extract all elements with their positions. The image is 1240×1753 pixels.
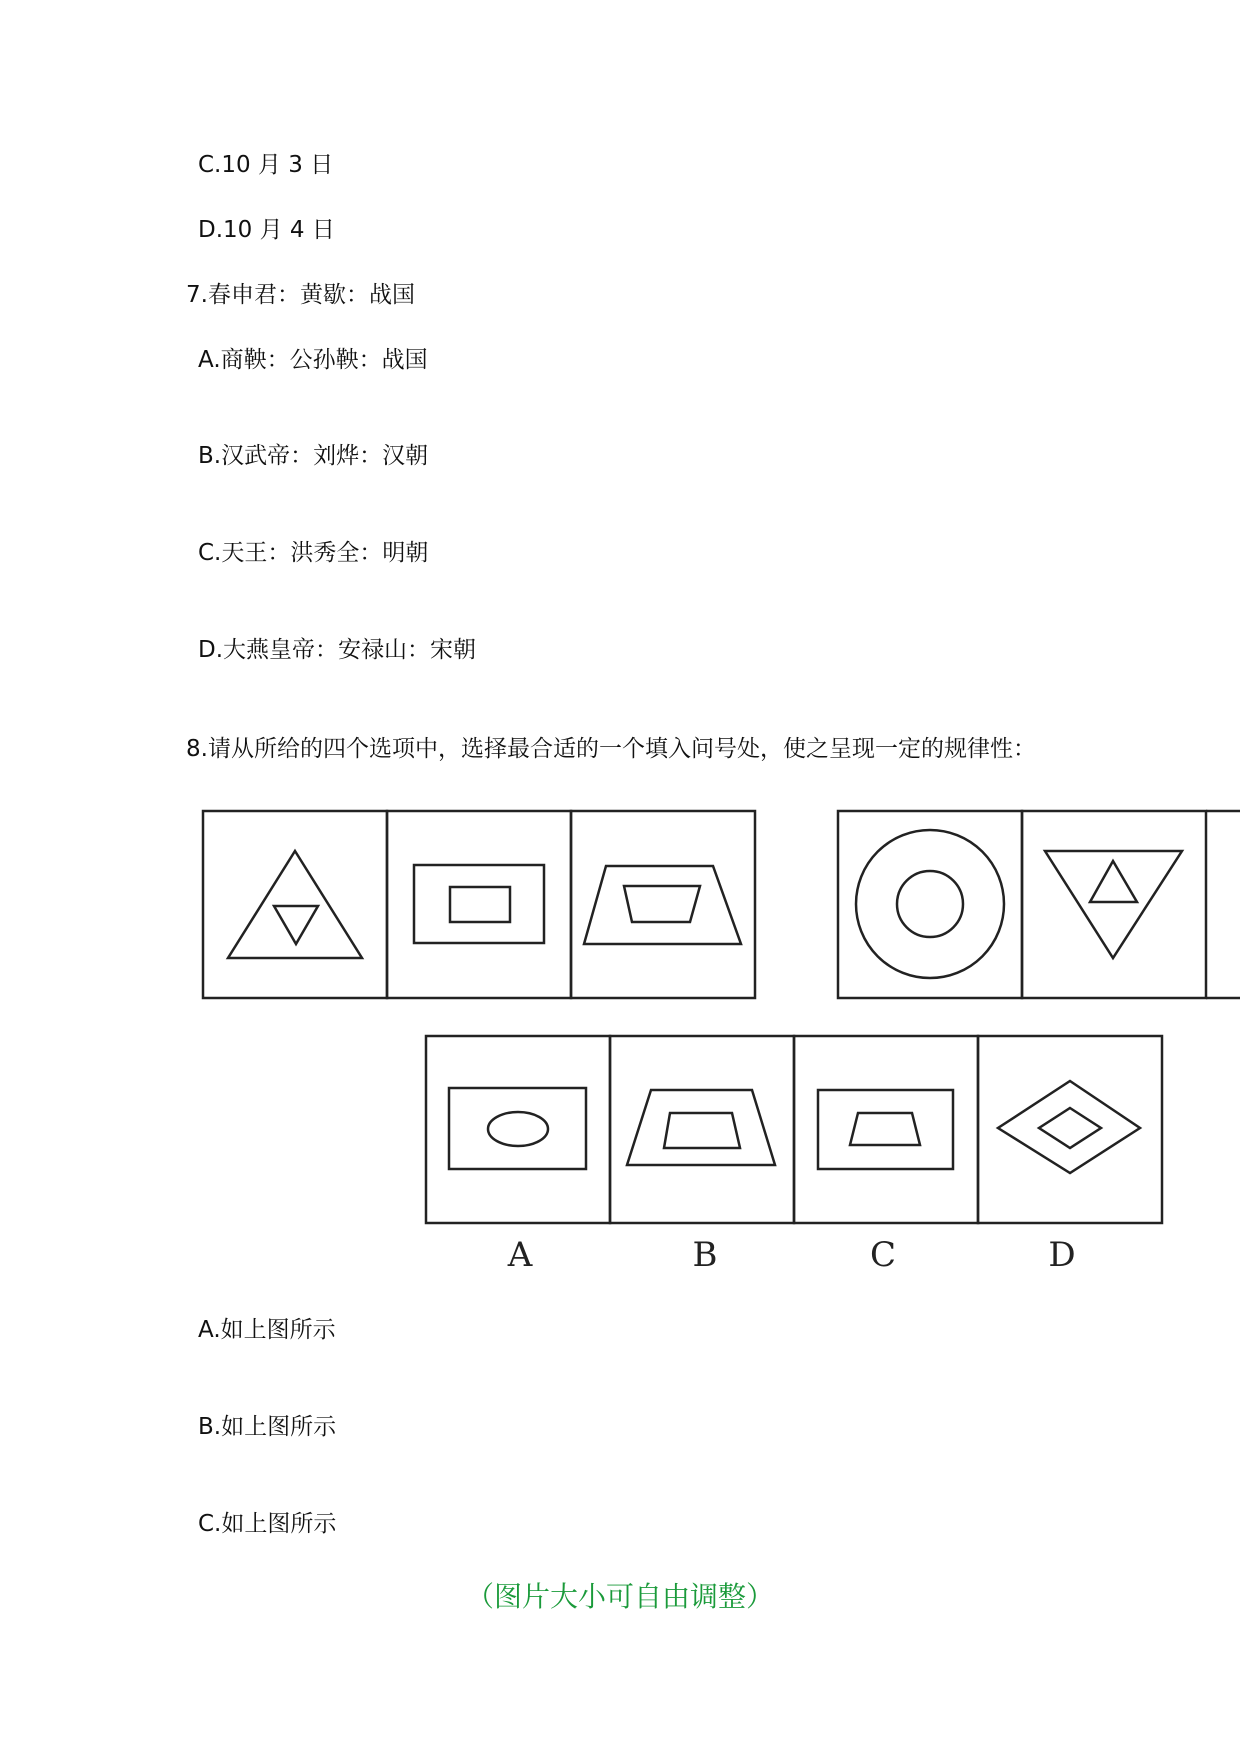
question-8-stem: 8.请从所给的四个选项中，选择最合适的一个填入问号处，使之呈现一定的规律性： (186, 736, 1036, 762)
inverted-triangle-with-triangle (1045, 851, 1182, 958)
rect-in-rect (414, 865, 544, 943)
question-7-stem: 7.春申君：黄歇：战国 (186, 282, 415, 308)
choice-label-d: D (1048, 1235, 1076, 1275)
panel-5 (1022, 811, 1206, 998)
prev-option-c: C.10 月 3 日 (198, 152, 334, 178)
choice-d-panel (978, 1036, 1162, 1223)
panel-4 (838, 811, 1022, 998)
choice-label-a: A (507, 1235, 533, 1275)
choice-label-c: C (869, 1235, 897, 1275)
choice-label-b: B (692, 1235, 718, 1275)
choice-c-panel (794, 1036, 978, 1223)
circle-in-circle (856, 830, 1004, 978)
panel-1 (203, 811, 387, 998)
question-7-option-a: A.商鞅：公孙鞅：战国 (198, 347, 428, 373)
question-8-option-c: C.如上图所示 (198, 1511, 337, 1537)
choice-a-panel (426, 1036, 610, 1223)
trapezoid-in-trapezoid (584, 866, 741, 944)
question-7-option-d: D.大燕皇帝：安禄山：宋朝 (198, 637, 477, 663)
image-resize-note: （图片大小可自由调整） (465, 1580, 774, 1613)
question-7-option-b: B.汉武帝：刘烨：汉朝 (198, 443, 429, 469)
prev-option-d: D.10 月 4 日 (198, 217, 335, 243)
question-8-option-a: A.如上图所示 (198, 1317, 336, 1343)
question-8-option-b: B.如上图所示 (198, 1414, 337, 1440)
question-7-option-c: C.天王：洪秀全：明朝 (198, 540, 429, 566)
